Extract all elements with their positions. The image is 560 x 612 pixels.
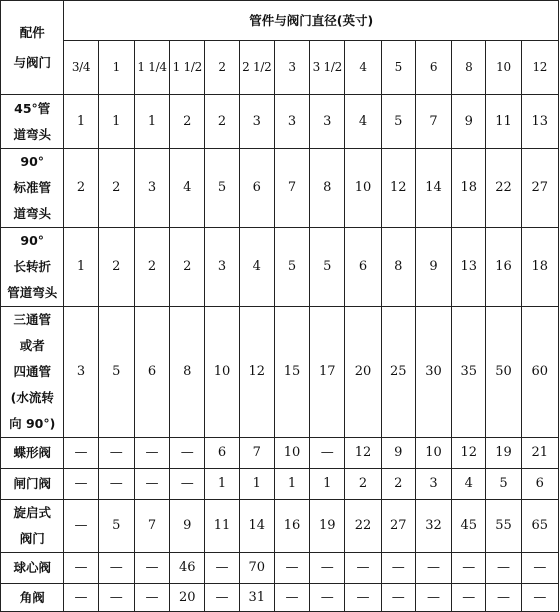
equivalent-length-cell: 10 (345, 149, 381, 228)
equivalent-length-cell: 13 (521, 95, 558, 149)
equivalent-length-cell: — (64, 469, 98, 500)
equivalent-length-cell: 32 (415, 500, 451, 553)
equivalent-length-cell: 35 (452, 307, 486, 438)
equivalent-length-cell: — (310, 584, 345, 612)
table-row (1, 500, 559, 553)
diameter-header-cell: 2 1/2 (239, 41, 274, 95)
equivalent-length-cell: 5 (310, 228, 345, 307)
diameter-header-cell: 6 (415, 41, 451, 95)
diameter-header-cell: 12 (521, 41, 558, 95)
fitting-name-cell: 三通管 或者 四通管 (水流转 向 90°) (1, 307, 64, 438)
pipe-diameter-header: 管件与阀门直径(英寸) (64, 1, 559, 41)
equivalent-length-cell: 25 (381, 307, 415, 438)
equivalent-length-cell: 3 (134, 149, 169, 228)
equivalent-length-cell: 19 (310, 500, 345, 553)
equivalent-length-cell: 7 (415, 95, 451, 149)
equivalent-length-cell: — (274, 553, 309, 584)
table-row (1, 307, 559, 438)
diameter-header-cell: 4 (345, 41, 381, 95)
equivalent-length-cell: — (521, 584, 558, 612)
equivalent-length-cell: 9 (452, 95, 486, 149)
equivalent-length-cell: 17 (310, 307, 345, 438)
equivalent-length-cell: 4 (345, 95, 381, 149)
table-row (1, 149, 559, 228)
diameter-header-cell: 8 (452, 41, 486, 95)
equivalent-length-cell: 8 (310, 149, 345, 228)
equivalent-length-cell: 6 (205, 438, 239, 469)
equivalent-length-cell: — (381, 553, 415, 584)
equivalent-length-cell: — (452, 584, 486, 612)
equivalent-length-cell: 16 (274, 500, 309, 553)
equivalent-length-cell: 12 (452, 438, 486, 469)
diameter-header-cell: 3/4 (64, 41, 98, 95)
equivalent-length-cell: 21 (521, 438, 558, 469)
equivalent-length-cell: 7 (239, 438, 274, 469)
equivalent-length-cell: 10 (274, 438, 309, 469)
equivalent-length-cell: 31 (239, 584, 274, 612)
equivalent-length-cell: — (170, 438, 205, 469)
equivalent-length-cell: 5 (381, 95, 415, 149)
equivalent-length-cell: — (64, 584, 98, 612)
equivalent-length-cell: 1 (134, 95, 169, 149)
equivalent-length-cell: 14 (239, 500, 274, 553)
equivalent-length-cell: 3 (205, 228, 239, 307)
table-row (1, 95, 559, 149)
equivalent-length-cell: 2 (170, 95, 205, 149)
equivalent-length-cell: 4 (452, 469, 486, 500)
equivalent-length-cell: 3 (310, 95, 345, 149)
equivalent-length-cell: — (134, 438, 169, 469)
equivalent-length-cell: 9 (170, 500, 205, 553)
equivalent-length-cell: 27 (521, 149, 558, 228)
table-row (1, 469, 559, 500)
equivalent-length-cell: 10 (415, 438, 451, 469)
equivalent-length-cell: 12 (381, 149, 415, 228)
equivalent-length-cell: 19 (486, 438, 521, 469)
equivalent-length-cell: 65 (521, 500, 558, 553)
equivalent-length-cell: — (134, 469, 169, 500)
equivalent-length-cell: — (205, 584, 239, 612)
equivalent-length-cell: 5 (98, 500, 134, 553)
equivalent-length-cell: 1 (64, 95, 98, 149)
equivalent-length-cell: 46 (170, 553, 205, 584)
fitting-name-cell: 旋启式 阀门 (1, 500, 64, 553)
equivalent-length-cell: 6 (345, 228, 381, 307)
equivalent-length-cell: 2 (345, 469, 381, 500)
equivalent-length-cell: 3 (415, 469, 451, 500)
equivalent-length-cell: — (486, 584, 521, 612)
equivalent-length-cell: 15 (274, 307, 309, 438)
equivalent-length-cell: 14 (415, 149, 451, 228)
equivalent-length-cell: 11 (486, 95, 521, 149)
fitting-name-cell: 角阀 (1, 584, 64, 612)
fitting-name-cell: 45°管 道弯头 (1, 95, 64, 149)
equivalent-length-cell: 18 (521, 228, 558, 307)
equivalent-length-cell: 1 (274, 469, 309, 500)
equivalent-length-cell: 70 (239, 553, 274, 584)
equivalent-length-cell: — (486, 553, 521, 584)
equivalent-length-cell: 11 (205, 500, 239, 553)
fitting-name-cell: 90° 长转折 管道弯头 (1, 228, 64, 307)
equivalent-length-cell: 2 (205, 95, 239, 149)
equivalent-length-cell: — (381, 584, 415, 612)
equivalent-length-cell: 20 (170, 584, 205, 612)
equivalent-length-cell: 4 (239, 228, 274, 307)
equivalent-length-cell: 8 (381, 228, 415, 307)
equivalent-length-cell: 45 (452, 500, 486, 553)
equivalent-length-cell: 2 (98, 149, 134, 228)
equivalent-length-cell: — (345, 553, 381, 584)
equivalent-length-cell: 5 (274, 228, 309, 307)
equivalent-length-cell: — (415, 553, 451, 584)
equivalent-length-cell: 6 (521, 469, 558, 500)
equivalent-length-cell: 30 (415, 307, 451, 438)
equivalent-length-cell: 9 (381, 438, 415, 469)
diameter-header-cell: 1 1/2 (170, 41, 205, 95)
equivalent-length-cell: 3 (239, 95, 274, 149)
equivalent-length-cell: 18 (452, 149, 486, 228)
equivalent-length-cell: 2 (381, 469, 415, 500)
equivalent-length-cell: 3 (64, 307, 98, 438)
equivalent-length-cell: 1 (98, 95, 134, 149)
diameter-header-cell: 3 (274, 41, 309, 95)
equivalent-length-cell: — (64, 553, 98, 584)
diameter-header-cell: 2 (205, 41, 239, 95)
fitting-name-cell: 球心阀 (1, 553, 64, 584)
equivalent-length-cell: — (310, 438, 345, 469)
equivalent-length-cell: 4 (170, 149, 205, 228)
equivalent-length-cell: 5 (205, 149, 239, 228)
equivalent-length-cell: 60 (521, 307, 558, 438)
equivalent-length-cell: 6 (239, 149, 274, 228)
table-row (1, 584, 559, 612)
equivalent-length-cell: 8 (170, 307, 205, 438)
equivalent-length-cell: 50 (486, 307, 521, 438)
equivalent-length-cell: — (205, 553, 239, 584)
equivalent-length-cell: 2 (64, 149, 98, 228)
equivalent-length-cell: — (415, 584, 451, 612)
equivalent-length-cell: 10 (205, 307, 239, 438)
equivalent-length-cell: 7 (134, 500, 169, 553)
equivalent-length-cell: 22 (345, 500, 381, 553)
equivalent-length-cell: — (521, 553, 558, 584)
equivalent-length-cell: 7 (274, 149, 309, 228)
equivalent-length-cell: 6 (134, 307, 169, 438)
equivalent-length-cell: — (98, 584, 134, 612)
equivalent-length-cell: 12 (239, 307, 274, 438)
equivalent-length-cell: 16 (486, 228, 521, 307)
equivalent-length-cell: — (452, 553, 486, 584)
equivalent-length-cell: 2 (98, 228, 134, 307)
equivalent-length-cell: 2 (134, 228, 169, 307)
fitting-name-cell: 闸门阀 (1, 469, 64, 500)
diameter-header-cell: 5 (381, 41, 415, 95)
fittings-and-valves-header: 配件 与阀门 (1, 1, 64, 95)
fitting-name-cell: 90° 标准管 道弯头 (1, 149, 64, 228)
equivalent-length-cell: — (274, 584, 309, 612)
equivalent-length-cell: — (134, 584, 169, 612)
equivalent-length-cell: — (64, 500, 98, 553)
equivalent-length-cell: — (170, 469, 205, 500)
diameter-header-cell: 1 1/4 (134, 41, 169, 95)
equivalent-length-cell: 55 (486, 500, 521, 553)
equivalent-length-cell: 9 (415, 228, 451, 307)
equivalent-length-cell: 1 (310, 469, 345, 500)
equivalent-length-cell: — (310, 553, 345, 584)
fitting-name-cell: 蝶形阀 (1, 438, 64, 469)
diameter-header-cell: 10 (486, 41, 521, 95)
equivalent-length-cell: 1 (239, 469, 274, 500)
equivalent-length-cell: — (98, 469, 134, 500)
equivalent-length-cell: 12 (345, 438, 381, 469)
equivalent-length-cell: — (98, 438, 134, 469)
equivalent-length-cell: 20 (345, 307, 381, 438)
diameter-header-cell: 1 (98, 41, 134, 95)
equivalent-length-cell: 27 (381, 500, 415, 553)
equivalent-length-cell: 2 (170, 228, 205, 307)
equivalent-length-cell: — (98, 553, 134, 584)
equivalent-length-cell: — (134, 553, 169, 584)
equivalent-length-cell: 13 (452, 228, 486, 307)
table-row (1, 438, 559, 469)
equivalent-length-cell: 22 (486, 149, 521, 228)
equivalent-length-cell: — (64, 438, 98, 469)
equivalent-length-cell: 5 (486, 469, 521, 500)
equivalent-length-cell: 3 (274, 95, 309, 149)
table-row (1, 228, 559, 307)
equivalent-length-cell: — (345, 584, 381, 612)
equivalent-length-cell: 1 (205, 469, 239, 500)
diameter-header-cell: 3 1/2 (310, 41, 345, 95)
equivalent-length-cell: 1 (64, 228, 98, 307)
table-row (1, 553, 559, 584)
equivalent-length-cell: 5 (98, 307, 134, 438)
